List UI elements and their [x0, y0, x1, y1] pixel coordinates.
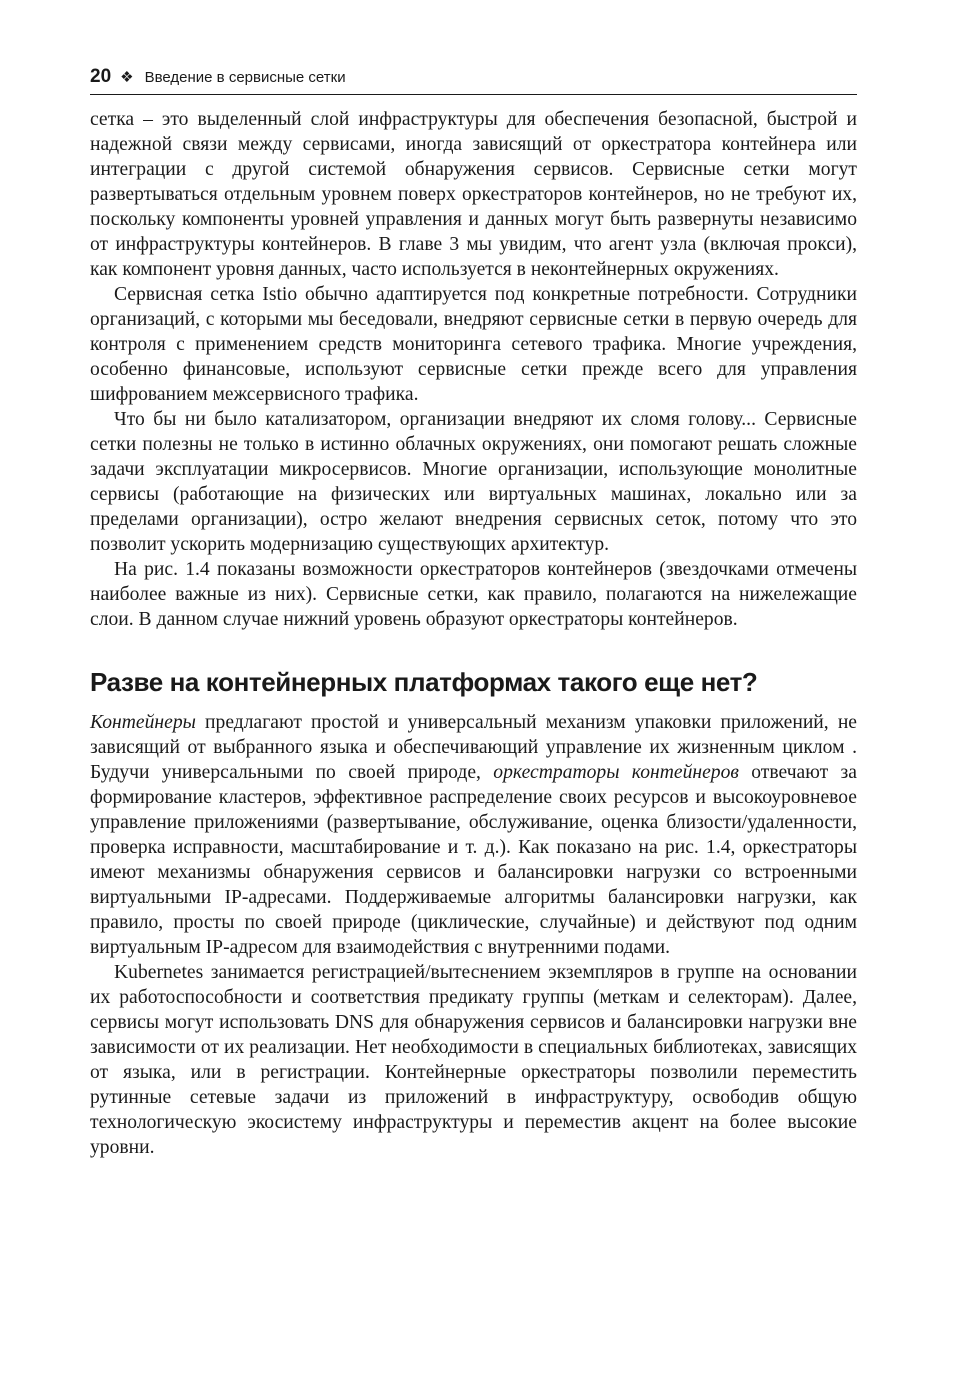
intro-paragraph-3: Что бы ни было катализатором, организации внедряют их сломя голову... Сервисные сетки полезны не только в истинно облачных окружениях, они помогают решать сложные задачи эксплуатации микросервисов. Многие организации, использующие монолитные сервисы (работающие на физических или виртуальных машинах, локально или за пределами организации), остро желают внедрения сервисных сеток, потому что это позволит ускорить модернизацию существующих архитектур.: [90, 409, 857, 555]
page-number: 20: [90, 66, 112, 87]
ornament-icon: ❖: [120, 69, 134, 86]
term-containers: Контейнеры: [90, 712, 196, 733]
section-paragraph-2: Kubernetes занимается регистрацией/вытеснением экземпляров в группе на основании их работоспособности и соответствия предикату группы (меткам и селекторам). Далее, сервисы могут использовать DNS для обнаружения сервисов и балансировки нагрузки вне зависимости от их реализации. Нет необходимости в специальных библиотеках, зависящих от языка, или в регистрации. Контейнерные оркестраторы позволили переместить рутинные сетевые задачи из приложений в инфраструктуру, освободив общую технологическую экосистему инфраструктуры и переместив акцент на более высокие уровни.: [90, 962, 857, 1158]
book-page: [90, 66, 857, 1160]
running-header: [90, 66, 857, 95]
section-paragraph-1: [90, 710, 857, 960]
intro-paragraph-2: Сервисная сетка Istio обычно адаптируется под конкретные потребности. Сотрудники организаций, с которыми мы беседовали, внедряют сервисные сетки в первую очередь для контроля с применением средств мониторинга сетевого трафика. Многие учреждения, особенно финансовые, используют сервисные сетки прежде всего для управления шифрованием межсервисного трафика.: [90, 284, 857, 405]
chapter-title: Введение в сервисные сетки: [144, 69, 346, 86]
section-paragraph-1-part-2: отвечают за формирование кластеров, эффективное распределение своих ресурсов и высокоуровневое управление приложениями (развертывание, обслуживание, оценка близости/удаленности, проверка исправности, масштабирование и т. д.). Как показано на рис. 1.4, оркестраторы имеют механизмы обнаружения сервисов и балансировки нагрузки со встроенными виртуальными IP-адресами. Поддерживаемые алгоритмы балансировки нагрузки, как правило, просты по своей природе (циклические, случайные) и действуют под одним виртуальным IP-адресом для взаимодействия с внутренними подами.: [90, 762, 857, 958]
section-paragraph-1-part-1: предлагают простой и универсальный механизм упаковки приложений, не зависящий от выбранного языка и обеспечивающий управление их жизненным циклом . Будучи универсальными по своей природе,: [90, 712, 857, 783]
section-heading: Разве на контейнерных платформах такого еще нет?: [90, 667, 758, 697]
intro-paragraph-1: сетка – это выделенный слой инфраструктуры для обеспечения безопасной, быстрой и надежной связи между сервисами, иногда зависящий от оркестратора контейнера или интеграции с другой системой обнаружения сервисов. Сервисные сетки могут развертываться отдельным уровнем поверх оркестраторов контейнеров, но не требуют их, поскольку компоненты уровней управления и данных могут быть развернуты независимо от инфраструктуры контейнеров. В главе 3 мы увидим, что агент узла (включая прокси), как компонент уровня данных, часто используется в неконтейнерных окружениях.: [90, 109, 857, 280]
intro-paragraph-4: На рис. 1.4 показаны возможности оркестраторов контейнеров (звездочками отмечены наиболее важные из них). Сервисные сетки, как правило, полагаются на нижележащие слои. В данном случае нижний уровень образуют оркестраторы контейнеров.: [90, 559, 857, 630]
term-container-orchestrators: оркестраторы контейнеров: [493, 762, 739, 783]
